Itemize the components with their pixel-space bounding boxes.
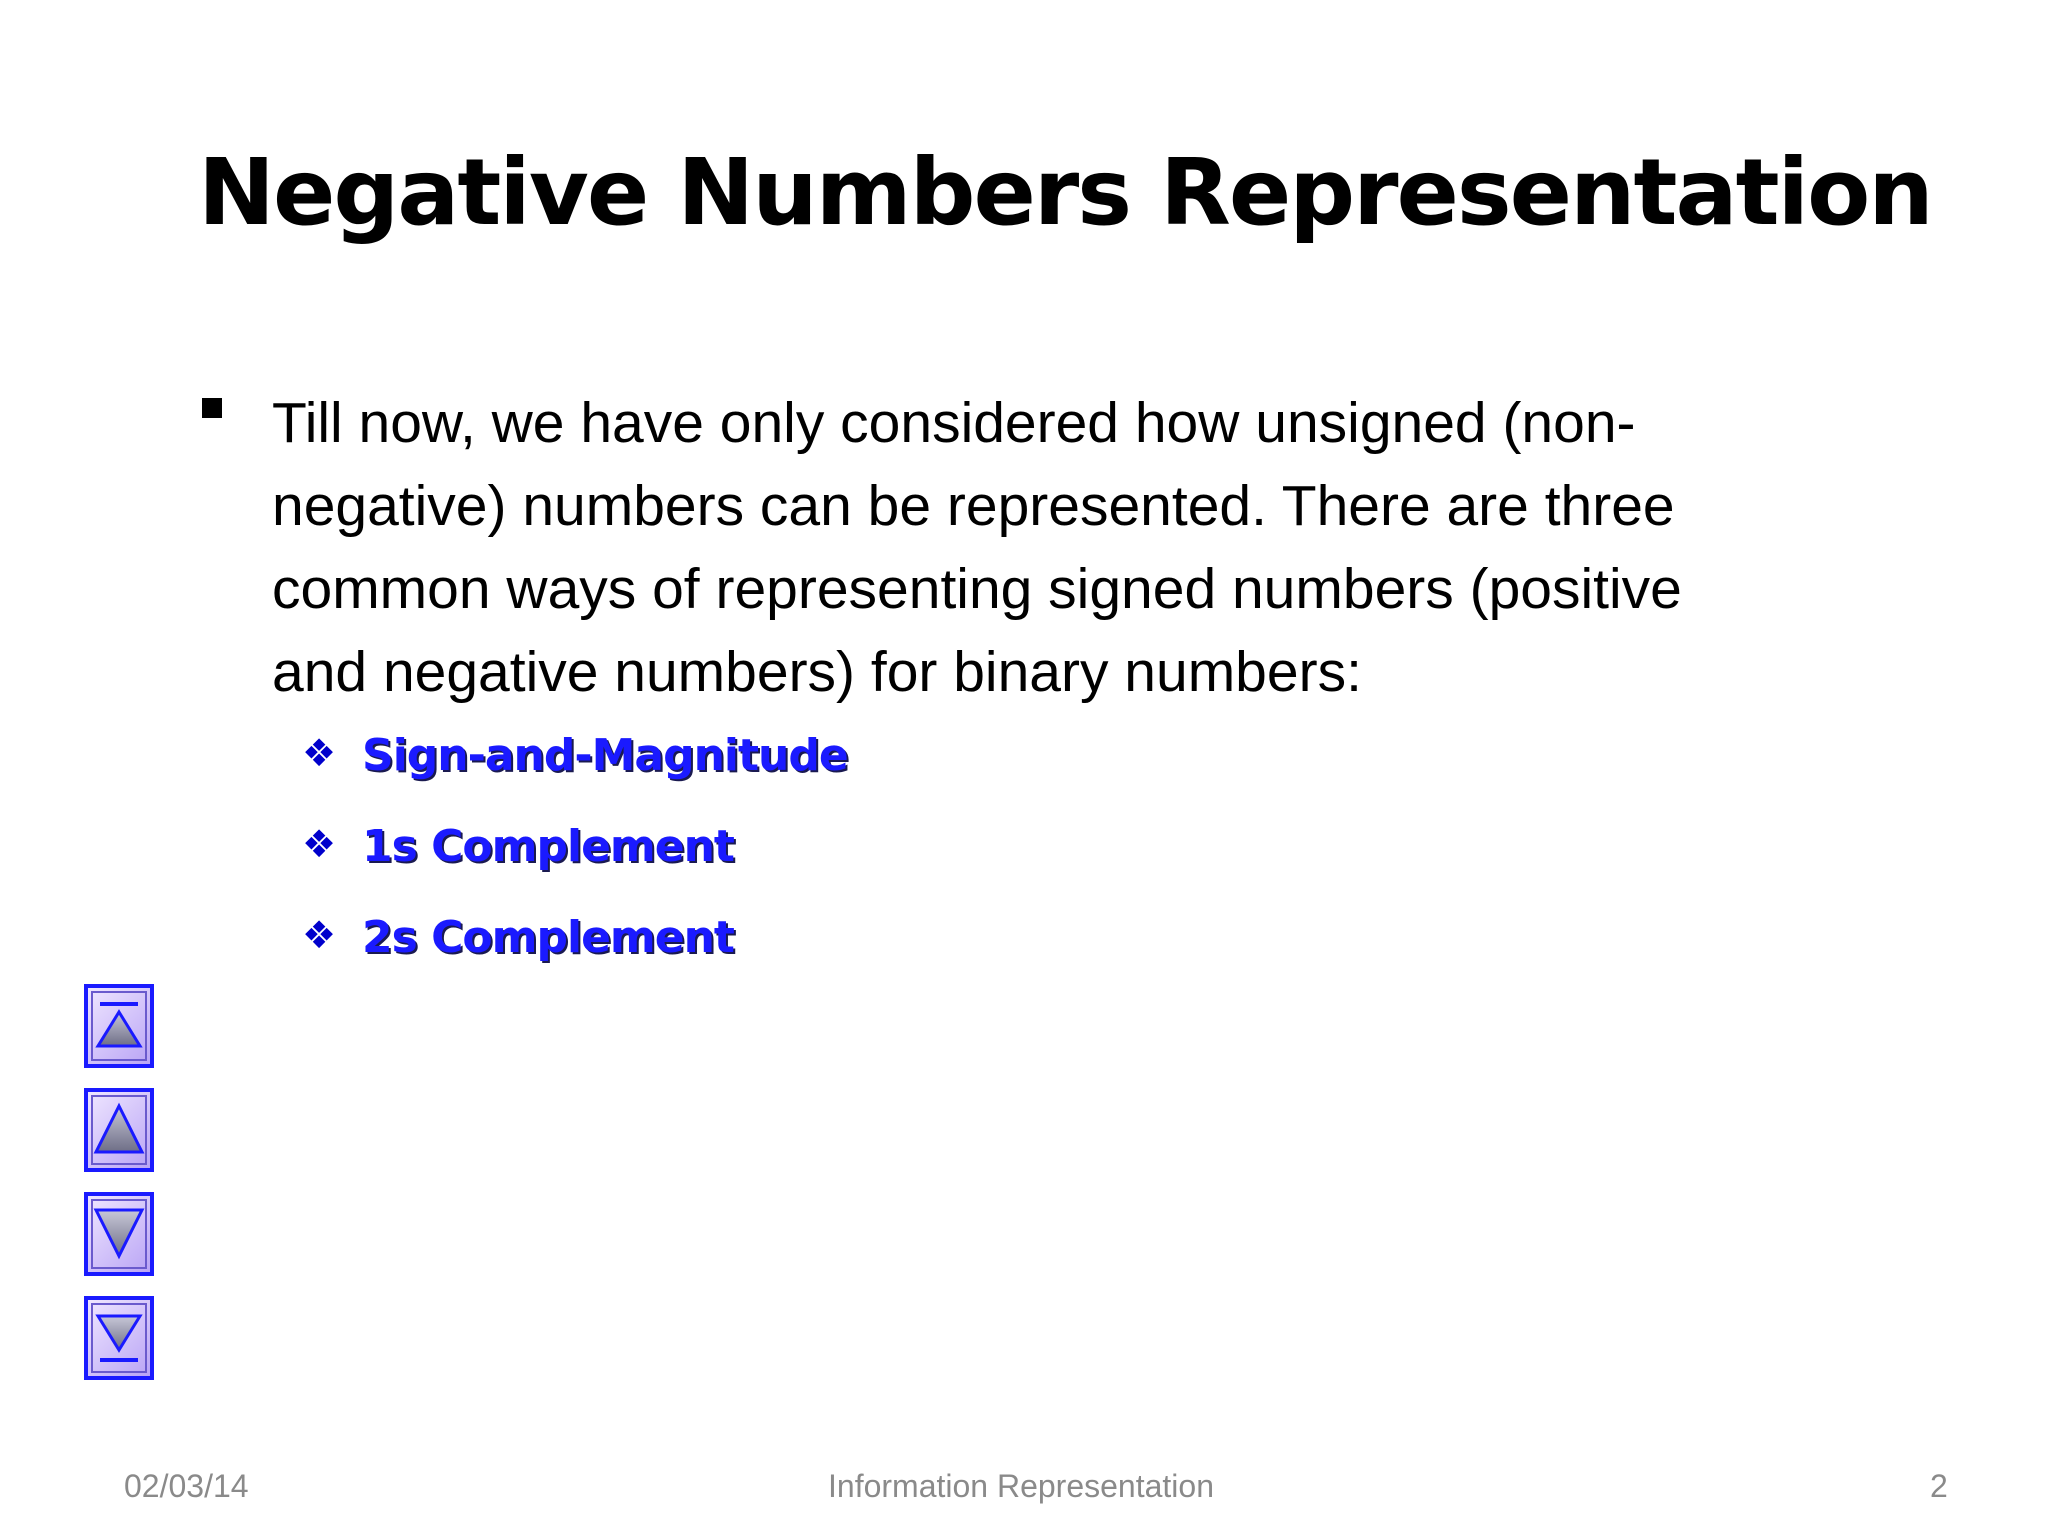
square-bullet-icon: [202, 398, 222, 418]
slide-navigation: [84, 984, 158, 1400]
previous-slide-button[interactable]: [84, 1088, 154, 1172]
sub-bullet-list: [288, 730, 888, 1003]
diamond-bullet-icon: ❖: [302, 913, 337, 957]
previous-slide-icon: [88, 1092, 150, 1168]
sub-bullet-1s-complement[interactable]: [288, 821, 888, 912]
diamond-bullet-icon: ❖: [302, 822, 337, 866]
next-slide-icon: [88, 1196, 150, 1272]
footer-date: 02/03/14: [124, 1468, 249, 1504]
sub-bullet-sign-and-magnitude[interactable]: [288, 730, 888, 821]
main-bullet-line: common ways of representing signed numbers (positive: [272, 557, 1682, 621]
first-slide-button[interactable]: [84, 984, 154, 1068]
next-slide-button[interactable]: [84, 1192, 154, 1276]
footer-title: Information Representation: [828, 1468, 1214, 1504]
sub-bullet-label[interactable]: 2s Complement: [362, 912, 734, 963]
main-bullet-line: negative) numbers can be represented. There are three: [272, 474, 1675, 538]
last-slide-button[interactable]: [84, 1296, 154, 1380]
sub-bullet-label[interactable]: 1s Complement: [362, 821, 734, 872]
slide-title: Negative Numbers Representation: [198, 139, 1932, 246]
last-slide-icon: [88, 1300, 150, 1376]
main-bullet-line: Till now, we have only considered how unsigned (non-: [272, 391, 1636, 455]
slide-number: 2: [1930, 1468, 1948, 1504]
main-bullet-line: and negative numbers) for binary numbers:: [272, 640, 1362, 704]
sub-bullet-2s-complement[interactable]: [288, 912, 888, 1003]
sub-bullet-label[interactable]: Sign-and-Magnitude: [362, 730, 848, 781]
diamond-bullet-icon: ❖: [302, 731, 337, 775]
first-slide-icon: [88, 988, 150, 1064]
main-bullet-text: [272, 382, 1872, 714]
